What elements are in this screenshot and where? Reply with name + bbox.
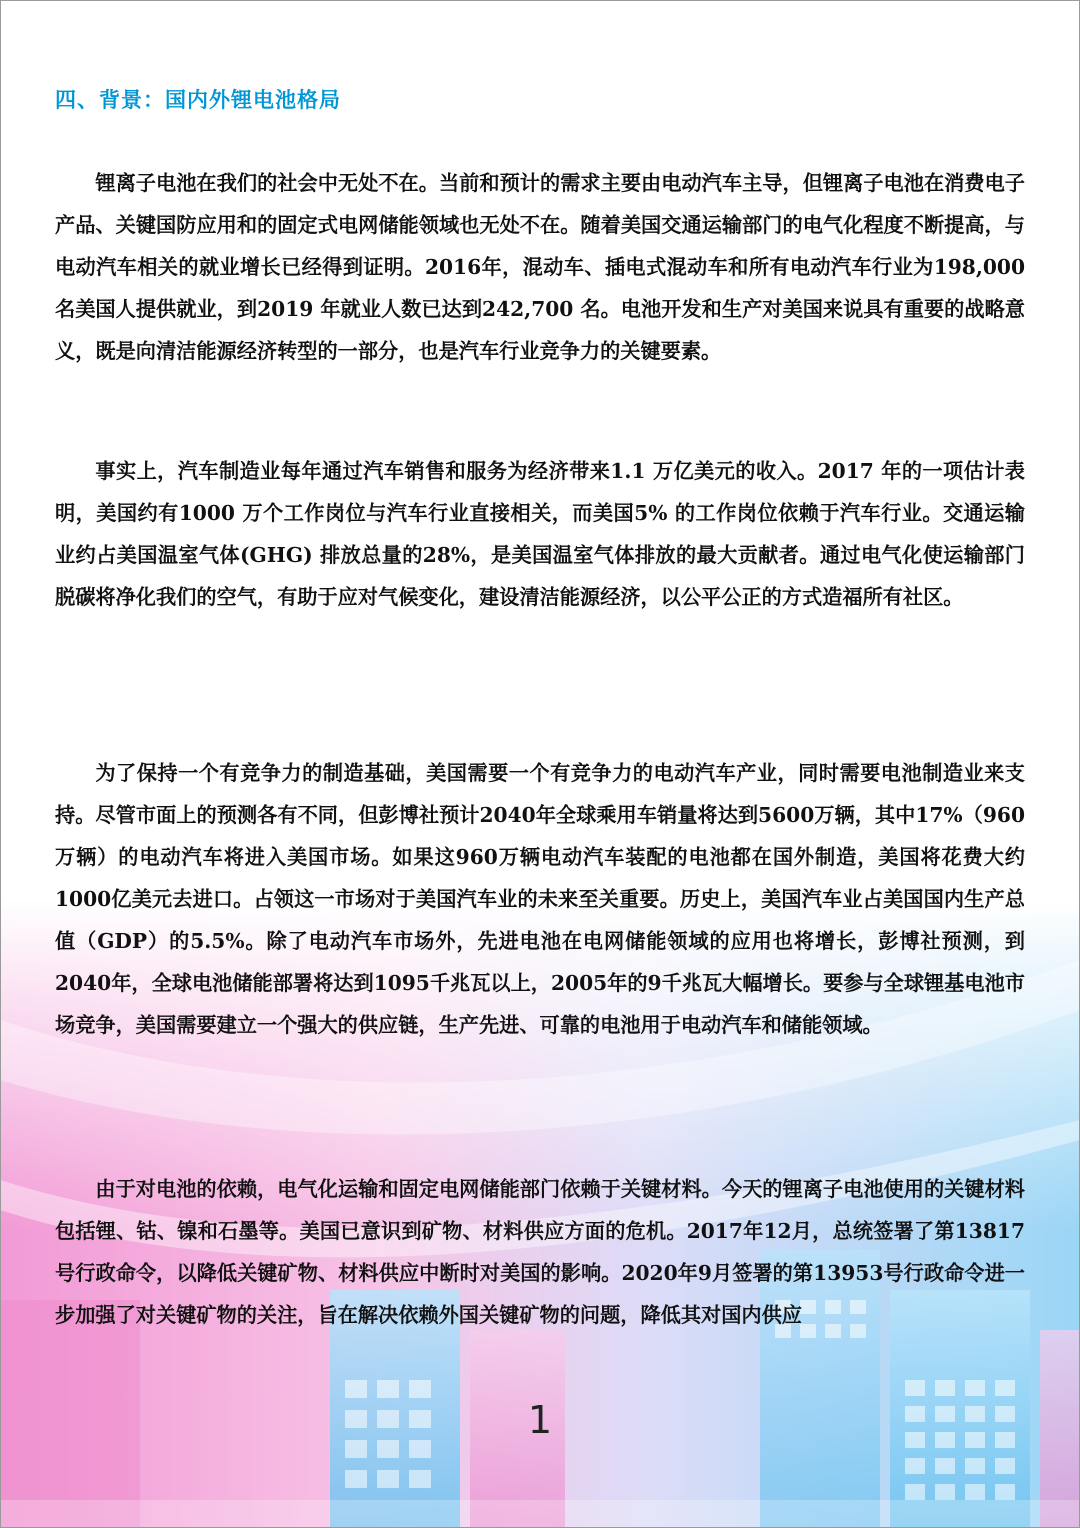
paragraph-3: 为了保持一个有竞争力的制造基础，美国需要一个有竞争力的电动汽车产业，同时需要电池制造业来支持。尽管市面上的预测各有不同，但彭博社预计2040年全球乘用车销量将达到5600万辆，其中17%（960万辆）的电动汽车将进入美国市场。如果这960万辆电动汽车装配的电池都在国外制造，美国将花费大约1000亿美元去进口。占领这一市场对于美国汽车业的未来至关重要。历史上，美国汽车业占美国国内生产总值（GDP）的5.5%。除了电动汽车市场外，先进电池在电网储能领域的应用也将增长，彭博社预测，到2040年，全球电池储能部署将达到1095千兆瓦以上，2005年的9千兆瓦大幅增长。要参与全球锂基电池市场竞争，美国需要建立一个强大的供应链，生产先进、可靠的电池用于电动汽车和储能领域。 (55, 761, 1025, 1037)
paragraph-4: 由于对电池的依赖，电气化运输和固定电网储能部门依赖于关键材料。今天的锂离子电池使用的关键材料包括锂、钴、镍和石墨等。美国已意识到矿物、材料供应方面的危机。2017年12月，总统签署了第13817号行政命令，以降低关键矿物、材料供应中断时对美国的影响。2020年9月签署的第13953号行政命令进一步加强了对关键矿物的关注，旨在解决依赖外国关键矿物的问题，降低其对国内供应 (55, 1177, 1025, 1327)
paragraph-2: 事实上，汽车制造业每年通过汽车销售和服务为经济带来1.1 万亿美元的收入。2017 年的一项估计表明，美国约有1000 万个工作岗位与汽车行业直接相关，而美国5% 的工作岗位依赖于汽车行业。交通运输业约占美国温室气体(GHG) 排放总量的28%，是美国温室气体排放的最大贡献者。通过电气化使运输部门脱碳将净化我们的空气，有助于应对气候变化，建设清洁能源经济，以公平公正的方式造福所有社区。 (55, 459, 1025, 609)
page-number: 1 (527, 1398, 553, 1442)
paragraph-1: 锂离子电池在我们的社会中无处不在。当前和预计的需求主要由电动汽车主导，但锂离子电池在消费电子产品、关键国防应用和的固定式电网储能领域也无处不在。随着美国交通运输部门的电气化程度不断提高，与电动汽车相关的就业增长已经得到证明。2016年，混动车、插电式混动车和所有电动汽车行业为198,000名美国人提供就业，到2019 年就业人数已达到242,700 名。电池开发和生产对美国来说具有重要的战略意义，既是向清洁能源经济转型的一部分，也是汽车行业竞争力的关键要素。 (55, 171, 1025, 363)
section-title: 四、背景：国内外锂电池格局 (55, 87, 341, 112)
